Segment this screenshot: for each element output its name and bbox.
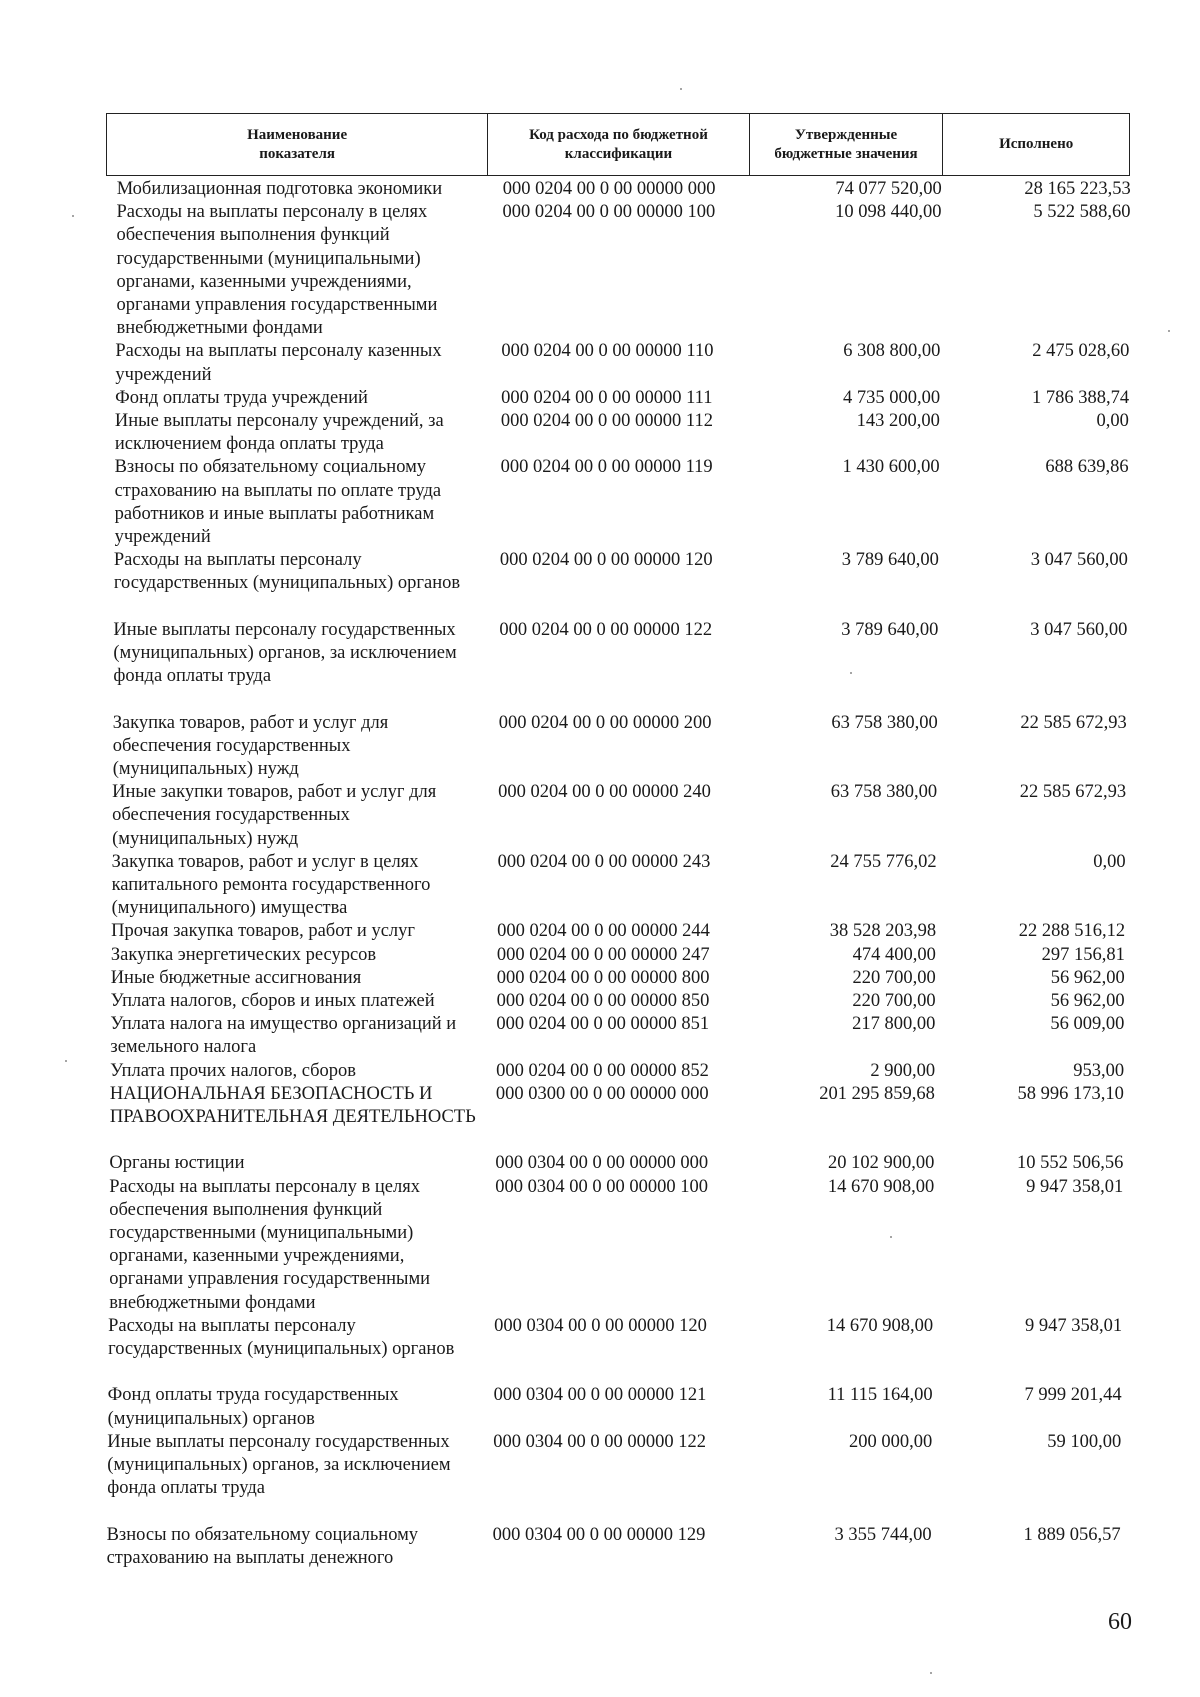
scan-speck	[930, 1672, 932, 1674]
row-approved: 217 800,00	[852, 1014, 936, 1035]
row-name: Уплата налога на имущество организаций и земельного налога	[110, 1014, 457, 1058]
row-approved: 74 077 520,00	[835, 179, 942, 199]
row-executed: 28 165 223,53	[1024, 179, 1131, 199]
row-code: 000 0204 00 0 00 00000 800	[496, 967, 710, 988]
scan-speck	[890, 1236, 892, 1238]
row-approved: 14 670 908,00	[827, 1176, 935, 1197]
row-code: 000 0204 00 0 00 00000 247	[496, 944, 710, 965]
row-approved: 220 700,00	[852, 967, 936, 988]
row-code: 000 0204 00 0 00 00000 200	[498, 712, 712, 733]
row-executed: 297 156,81	[1041, 944, 1125, 965]
row-code: 000 0304 00 0 00 00000 000	[495, 1153, 709, 1174]
row-code: 000 0204 00 0 00 00000 119	[500, 457, 713, 478]
row-approved: 1 430 600,00	[842, 457, 940, 478]
row-name: Взносы по обязательному социальному страхованию на выплаты денежного	[106, 1524, 419, 1568]
scan-speck	[680, 88, 682, 90]
row-executed: 58 996 173,10	[1017, 1083, 1124, 1104]
row-code: 000 0204 00 0 00 00000 122	[499, 619, 713, 640]
row-executed: 2 475 028,60	[1032, 341, 1130, 362]
header-name-text: Наименование показателя	[247, 126, 348, 162]
row-name: Иные бюджетные ассигнования	[110, 967, 362, 988]
header-executed	[943, 114, 1129, 175]
header-name	[107, 114, 488, 175]
row-code: 000 0204 00 0 00 00000 851	[496, 1014, 710, 1035]
row-approved: 20 102 900,00	[828, 1153, 935, 1174]
row-name: НАЦИОНАЛЬНАЯ БЕЗОПАСНОСТЬ И ПРАВООХРАНИТЕЛЬНАЯ ДЕЯТЕЛЬНОСТЬ	[109, 1083, 476, 1127]
row-executed: 9 947 358,01	[1026, 1176, 1124, 1197]
row-approved: 24 755 776,02	[830, 851, 937, 872]
row-code: 000 0204 00 0 00 00000 240	[498, 782, 711, 803]
scan-speck	[72, 215, 74, 217]
header-approved	[750, 114, 944, 175]
row-approved: 3 355 744,00	[834, 1524, 932, 1545]
row-approved: 200 000,00	[849, 1431, 933, 1452]
row-code: 000 0204 00 0 00 00000 244	[497, 921, 710, 942]
row-executed: 0,00	[1093, 851, 1126, 872]
row-name: Расходы на выплаты персоналу казенных учреждений	[115, 341, 442, 385]
row-name: Уплата прочих налогов, сборов	[110, 1060, 357, 1081]
row-approved: 11 115 164,00	[827, 1385, 933, 1406]
row-name: Расходы на выплаты персоналу государственных (муниципальных) органов	[108, 1315, 455, 1359]
row-name: Мобилизационная подготовка экономики	[116, 179, 443, 199]
row-executed: 1 889 056,57	[1023, 1524, 1121, 1545]
row-name: Уплата налогов, сборов и иных платежей	[110, 991, 435, 1011]
row-executed: 7 999 201,44	[1024, 1385, 1122, 1406]
row-name: Взносы по обязательному социальному страхованию на выплаты по оплате труда работников и иные выплаты работникам учреждений	[114, 457, 442, 547]
row-executed: 1 786 388,74	[1031, 387, 1130, 408]
row-approved: 10 098 440,00	[835, 202, 942, 223]
row-name: Фонд оплаты труда учреждений	[115, 387, 368, 408]
header-executed-text: Исполнено	[999, 136, 1074, 152]
row-approved: 3 789 640,00	[841, 619, 939, 640]
row-name: Иные выплаты персоналу учреждений, за исключением фонда оплаты труда	[114, 411, 444, 455]
row-code: 000 0304 00 0 00 00000 129	[492, 1524, 706, 1545]
row-executed: 56 962,00	[1050, 967, 1125, 988]
row-executed: 3 047 560,00	[1030, 550, 1128, 571]
row-executed: 3 047 560,00	[1030, 619, 1128, 640]
row-executed: 0,00	[1096, 411, 1129, 431]
row-executed: 56 009,00	[1050, 1014, 1125, 1035]
row-executed: 56 962,00	[1050, 991, 1125, 1011]
row-name: Расходы на выплаты персоналу в целях обеспечения выполнения функций государственными (муниципальными) органами, казенными учреждениями, органами управления государственными внебюджетными фондами	[109, 1176, 431, 1313]
row-name: Фонд оплаты труда государственных (муниципальных) органов	[107, 1385, 399, 1429]
row-code: 000 0204 00 0 00 00000 852	[496, 1060, 709, 1081]
row-code: 000 0204 00 0 00 00000 100	[502, 202, 716, 223]
row-name: Иные закупки товаров, работ и услуг для обеспечения государственных (муниципальных) нужд	[112, 782, 437, 849]
row-approved: 38 528 203,98	[829, 921, 937, 942]
row-executed: 5 522 588,60	[1033, 202, 1131, 223]
row-name: Расходы на выплаты персоналу в целях обеспечения выполнения функций государственными (муниципальными) органами, казенными учреждениями, органами управления государственными внебюджетными фондами	[116, 202, 438, 339]
page-number: 60	[1108, 1609, 1132, 1635]
row-executed: 59 100,00	[1047, 1431, 1122, 1452]
row-executed: 22 288 516,12	[1018, 921, 1126, 942]
row-approved: 474 400,00	[852, 944, 936, 965]
row-approved: 63 758 380,00	[830, 782, 938, 803]
row-name: Органы юстиции	[109, 1153, 245, 1174]
table-header	[106, 113, 1130, 176]
scan-speck	[1168, 330, 1170, 332]
row-executed: 22 585 672,93	[1019, 782, 1127, 803]
row-code: 000 0204 00 0 00 00000 110	[501, 341, 714, 362]
row-name: Закупка товаров, работ и услуг в целях капитального ремонта государственного (муниципального) имущества	[111, 851, 431, 919]
row-executed: 22 585 672,93	[1020, 712, 1127, 733]
row-approved: 14 670 908,00	[826, 1315, 934, 1336]
row-code: 000 0304 00 0 00 00000 121	[493, 1385, 707, 1406]
row-executed: 10 552 506,56	[1017, 1153, 1124, 1174]
row-executed: 688 639,86	[1045, 457, 1129, 478]
row-executed: 9 947 358,01	[1024, 1315, 1123, 1336]
row-executed: 953,00	[1073, 1060, 1125, 1081]
row-approved: 143 200,00	[856, 411, 940, 431]
row-code: 000 0304 00 0 00 00000 120	[494, 1315, 707, 1336]
row-code: 000 0204 00 0 00 00000 120	[499, 550, 713, 571]
row-approved: 63 758 380,00	[831, 712, 938, 733]
row-approved: 2 900,00	[870, 1060, 936, 1081]
row-name: Расходы на выплаты персоналу государственных (муниципальных) органов	[113, 550, 461, 594]
row-code: 000 0204 00 0 00 00000 111	[501, 387, 713, 408]
row-code: 000 0304 00 0 00 00000 100	[495, 1176, 708, 1197]
row-approved: 6 308 800,00	[843, 341, 941, 362]
header-code-text: Код расхода по бюджетной классификации	[529, 126, 708, 162]
row-name: Иные выплаты персоналу государственных (муниципальных) органов, за исключением фонда оплаты труда	[113, 619, 457, 687]
row-approved: 3 789 640,00	[841, 550, 939, 571]
row-name: Закупка товаров, работ и услуг для обеспечения государственных (муниципальных) нужд	[112, 712, 389, 779]
scan-speck	[850, 672, 852, 674]
header-code	[488, 114, 749, 175]
row-name: Прочая закупка товаров, работ и услуг	[111, 921, 415, 942]
row-approved: 220 700,00	[852, 991, 936, 1011]
header-approved-text: Утвержденные бюджетные значения	[774, 126, 918, 162]
row-name: Иные выплаты персоналу государственных (муниципальных) органов, за исключением фонда оплаты труда	[107, 1431, 451, 1499]
row-code: 000 0300 00 0 00 00000 000	[495, 1083, 709, 1104]
row-code: 000 0204 00 0 00 00000 000	[502, 179, 716, 199]
row-code: 000 0304 00 0 00 00000 122	[493, 1431, 707, 1452]
row-approved: 4 735 000,00	[842, 387, 941, 408]
row-approved: 201 295 859,68	[819, 1083, 935, 1104]
row-name: Закупка энергетических ресурсов	[110, 944, 377, 965]
row-code: 000 0204 00 0 00 00000 243	[497, 851, 711, 872]
row-code: 000 0204 00 0 00 00000 112	[500, 411, 713, 431]
row-code: 000 0204 00 0 00 00000 850	[496, 991, 710, 1011]
scan-speck	[65, 1060, 67, 1062]
